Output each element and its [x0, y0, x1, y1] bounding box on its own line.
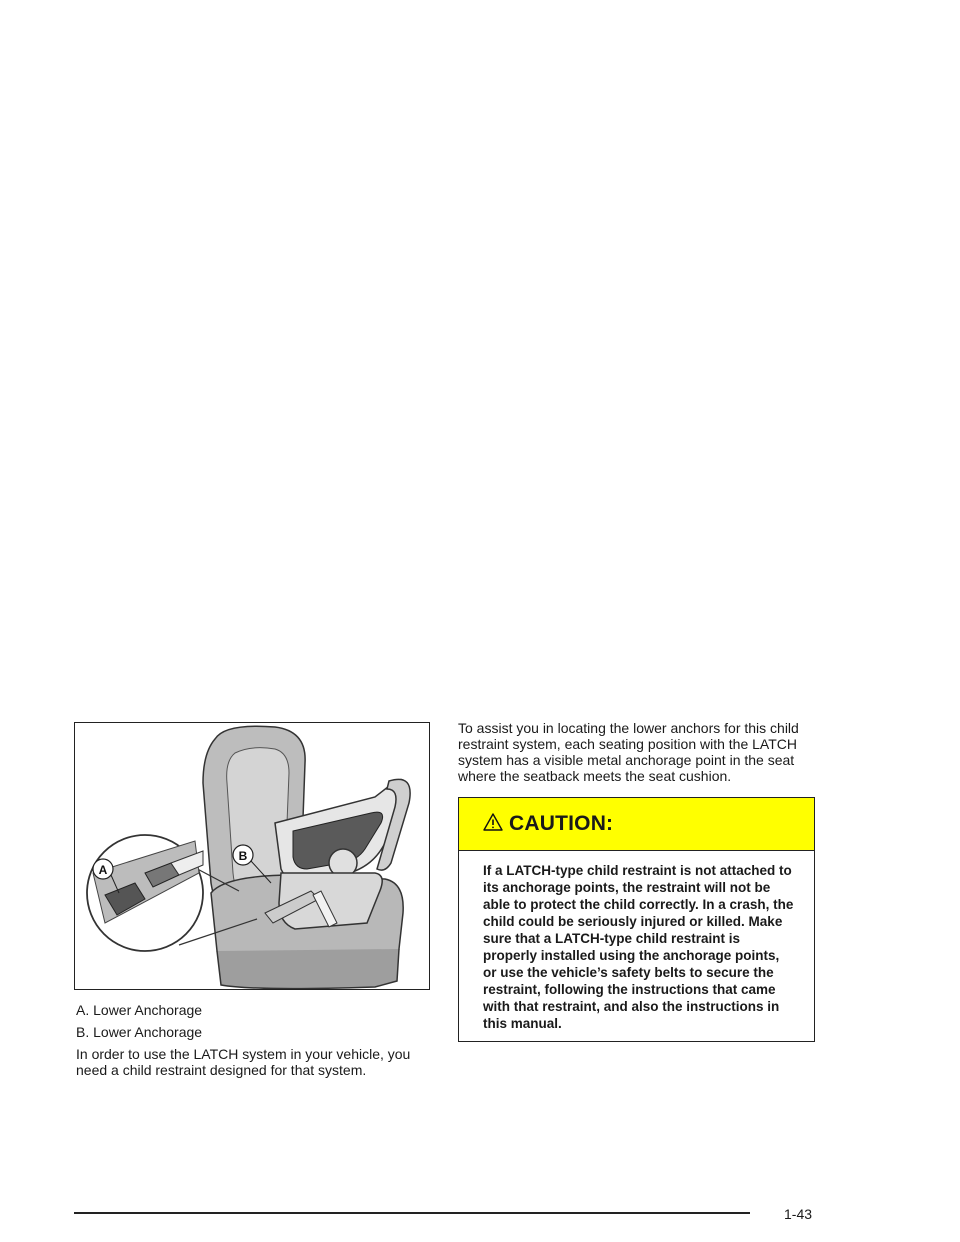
callout-b-label: B — [238, 849, 248, 863]
caution-box — [458, 797, 815, 1042]
caution-header — [459, 798, 814, 851]
anchor-location-paragraph: To assist you in locating the lower anchors for this child restraint system, each seating position with the LATCH system has a visible metal anchorage point in the seat where the seatback meets the seat cushion. — [458, 720, 799, 784]
warning-triangle-icon — [483, 812, 503, 832]
footer-rule — [74, 1212, 750, 1214]
latch-illustration — [74, 722, 430, 990]
caption-a: A. Lower Anchorage — [76, 1002, 203, 1018]
cushion-front — [217, 949, 399, 989]
child-seat-drawing — [75, 723, 430, 990]
callout-a-label: A — [98, 863, 108, 877]
page-number: 1-43 — [784, 1206, 813, 1222]
caution-body: If a LATCH-type child restraint is not attached to its anchorage points, the restraint will not be able to protect the child correctly. In a crash, the child could be seriously injured or killed. Make sure that a LATCH-type child restraint is properly installed using the anchorage points, or use the vehicle’s safety belts to secure the restraint, following the instructions that came with that restraint, and also the instructions in this manual. — [483, 863, 794, 1031]
caution-title: CAUTION: — [509, 812, 614, 835]
latch-requirement-paragraph: In order to use the LATCH system in your vehicle, you need a child restraint designed for that system. — [76, 1046, 411, 1078]
caption-b: B. Lower Anchorage — [76, 1024, 203, 1040]
